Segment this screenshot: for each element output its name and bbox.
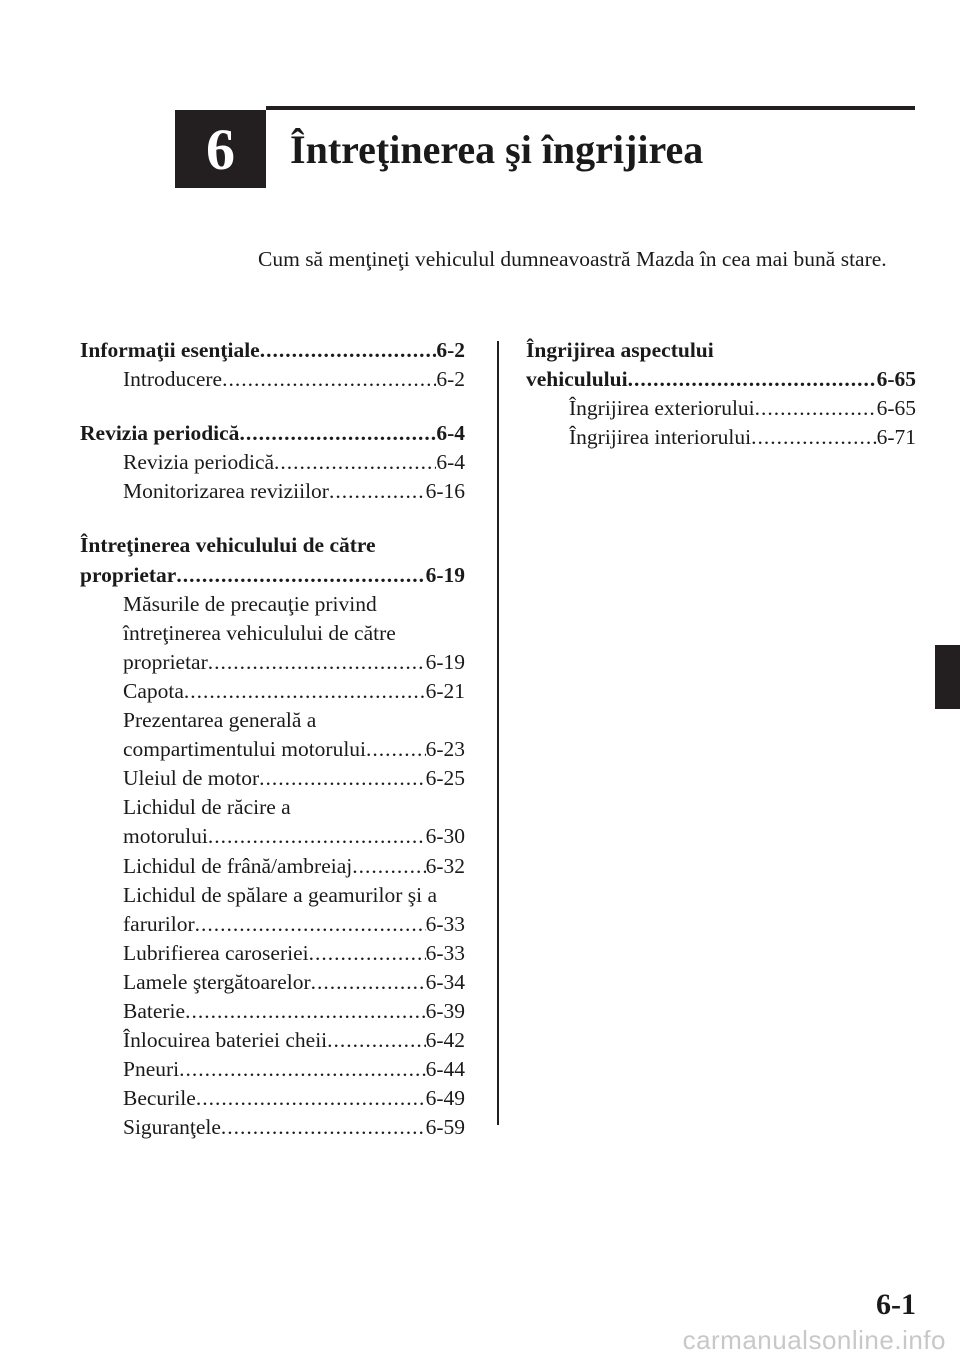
leader-dots: [196, 1084, 426, 1113]
toc-page-number: 6-16: [425, 479, 465, 504]
toc-page-number: 6-4: [436, 421, 465, 446]
toc-entry-label: Monitorizarea reviziilor: [123, 479, 329, 504]
leader-dots: [260, 336, 437, 365]
leader-dots: [274, 448, 436, 477]
toc-entry[interactable]: [80, 793, 465, 851]
toc-page-number: 6-25: [425, 766, 465, 791]
toc-entry-label: Siguranţele: [123, 1115, 221, 1140]
leader-dots: [179, 1055, 425, 1084]
toc-section-title-line2: proprietar: [80, 562, 177, 587]
toc-page-number: 6-2: [436, 367, 465, 392]
toc-entry-label: compartimentului motorului: [123, 737, 367, 762]
toc-entry-label: Uleiul de motor: [123, 766, 260, 791]
leader-dots: [208, 822, 426, 851]
leader-dots: [208, 648, 426, 677]
toc-page-number: 6-65: [876, 367, 916, 392]
toc-section-title: Revizia periodică: [80, 421, 240, 446]
toc-entry[interactable]: [80, 1084, 465, 1113]
toc-entry-label: Lubrifierea caroseriei: [123, 940, 309, 965]
leader-dots: [327, 1026, 425, 1055]
toc-entry-label: Îngrijirea interiorului: [569, 425, 752, 450]
toc-page-number: 6-59: [425, 1115, 465, 1140]
leader-dots: [239, 419, 436, 448]
toc-entry[interactable]: [80, 1113, 465, 1142]
leader-dots: [755, 394, 877, 423]
chapter-title: Întreţinerea şi îngrijirea: [290, 127, 704, 172]
toc-left-column: [80, 336, 465, 1167]
toc-page-number: 6-71: [876, 425, 916, 450]
toc-entry-label: Introducere: [123, 367, 223, 392]
toc-entry[interactable]: [80, 1055, 465, 1084]
toc-entry[interactable]: [526, 394, 916, 423]
toc-entry[interactable]: [80, 677, 465, 706]
toc-page-number: 6-34: [425, 969, 465, 994]
toc-entry[interactable]: [80, 997, 465, 1026]
toc-entry-label: Capota: [123, 678, 184, 703]
toc-page-number: 6-33: [425, 940, 465, 965]
toc-entry[interactable]: [80, 590, 465, 677]
toc-section-title-line1: Îngrijirea aspectului: [526, 338, 714, 362]
toc-page-number: 6-42: [425, 1028, 465, 1053]
toc-section-link[interactable]: [526, 336, 916, 394]
leader-dots: [221, 1113, 426, 1142]
leader-dots: [176, 561, 425, 590]
toc-page-number: 6-39: [425, 998, 465, 1023]
chapter-tab-marker: [935, 645, 960, 709]
toc-section-informatii-esentiale: [80, 336, 465, 394]
leader-dots: [628, 365, 877, 394]
title-rule: [266, 106, 915, 110]
leader-dots: [366, 735, 426, 764]
toc-entry-line1: Lichidul de spălare a geamurilor şi a: [123, 882, 438, 907]
toc-entry[interactable]: [80, 968, 465, 997]
chapter-number: 6: [206, 116, 235, 182]
toc-entry[interactable]: [80, 852, 465, 881]
leader-dots: [309, 939, 426, 968]
toc-entry[interactable]: [526, 423, 916, 452]
toc-page-number: 6-19: [425, 562, 465, 587]
toc-section-ingrijirea-aspectului: [526, 336, 916, 452]
toc-entry-label: Îngrijirea exteriorului: [569, 396, 755, 421]
toc-entry-label: Înlocuirea bateriei cheii: [123, 1028, 328, 1053]
toc-entry[interactable]: [80, 365, 465, 394]
toc-section-title: Informaţii esenţiale: [80, 338, 260, 362]
leader-dots: [329, 477, 426, 506]
toc-entry-line2: întreţinerea vehiculului de către: [123, 620, 396, 645]
toc-entry[interactable]: [80, 939, 465, 968]
toc-page-number: 6-21: [425, 678, 465, 703]
toc-page-number: 6-44: [425, 1057, 465, 1082]
toc-entry[interactable]: [80, 881, 465, 939]
leader-dots: [222, 365, 436, 394]
toc-entry-label: farurilor: [123, 911, 195, 936]
leader-dots: [311, 968, 426, 997]
toc-section-title-line1: Întreţinerea vehiculului de către: [80, 533, 376, 558]
toc-section-revizia-periodica: [80, 419, 465, 506]
toc-page-number: 6-33: [425, 911, 465, 936]
chapter-subtitle: Cum să menţineţi vehiculul dumneavoastră Mazda în cea mai bună stare.: [258, 247, 887, 271]
toc-page-number: 6-30: [425, 824, 465, 849]
toc-entry[interactable]: [80, 764, 465, 793]
chapter-number-box: [175, 110, 266, 188]
toc-section-intretinerea-vehiculului: [80, 531, 465, 1142]
toc-entry-label: Revizia periodică: [123, 450, 275, 475]
toc-entry-label: Baterie: [123, 998, 186, 1023]
toc-entry-line1: Măsurile de precauţie privind: [123, 591, 377, 616]
toc-section-link[interactable]: [80, 336, 465, 365]
toc-entry-line1: Lichidul de răcire a: [123, 795, 291, 820]
toc-page-number: 6-2: [436, 338, 465, 362]
leader-dots: [195, 910, 426, 939]
toc-page-number: 6-19: [425, 649, 465, 674]
toc-page-number: 6-49: [425, 1086, 465, 1111]
watermark: carmanualsonline.info: [682, 1325, 946, 1355]
toc-entry[interactable]: [80, 477, 465, 506]
leader-dots: [185, 997, 426, 1026]
toc-page-number: 6-32: [425, 853, 465, 878]
toc-section-link[interactable]: [80, 531, 465, 589]
toc-entry-label: motorului: [123, 824, 208, 849]
page-number: 6-1: [876, 1288, 916, 1321]
toc-page-number: 6-23: [425, 737, 465, 762]
leader-dots: [184, 677, 426, 706]
leader-dots: [259, 764, 425, 793]
toc-entry-label: Lichidul de frână/ambreiaj: [123, 853, 353, 878]
leader-dots: [751, 423, 876, 452]
toc-entry-label: Pneuri: [123, 1057, 180, 1082]
toc-section-link[interactable]: [80, 419, 465, 448]
toc-entry[interactable]: [80, 448, 465, 477]
toc-entry[interactable]: [80, 706, 465, 764]
toc-entry-line1: Prezentarea generală a: [123, 708, 317, 733]
column-divider: [497, 341, 499, 1125]
toc-entry-label: Becurile: [123, 1086, 196, 1111]
toc-page-number: 6-4: [436, 450, 465, 475]
toc-entry[interactable]: [80, 1026, 465, 1055]
toc-right-column: [526, 336, 916, 477]
toc-entry-label: Lamele ştergătoarelor: [123, 969, 311, 994]
leader-dots: [352, 852, 425, 881]
toc-section-title-line2: vehiculului: [526, 367, 628, 392]
toc-page-number: 6-65: [876, 396, 916, 421]
toc-entry-label: proprietar: [123, 649, 208, 674]
